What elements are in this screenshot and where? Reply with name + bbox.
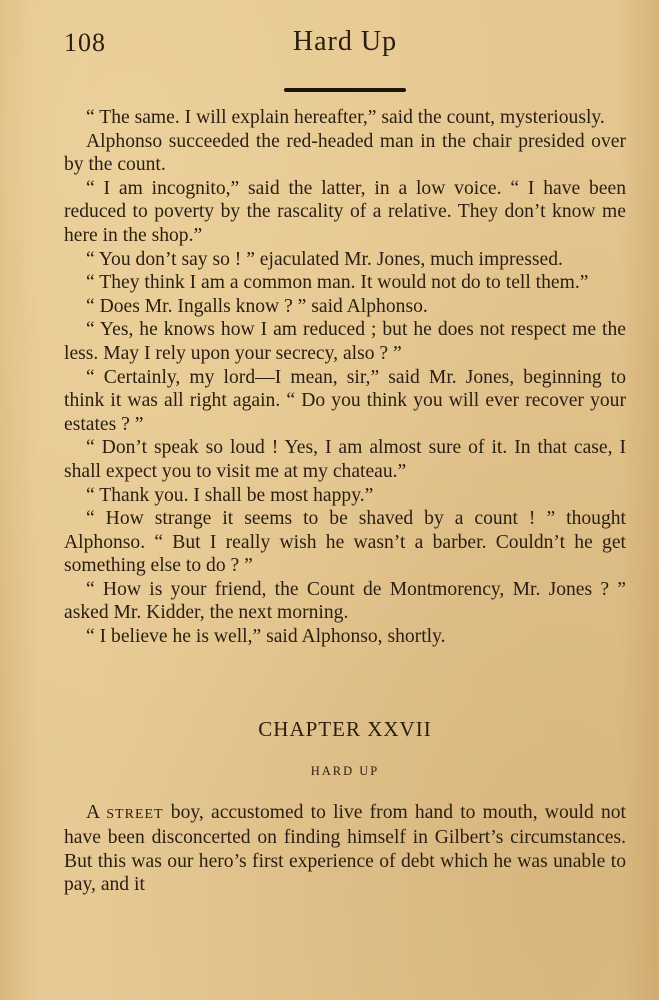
body-text bbox=[64, 106, 626, 649]
paragraph: “ Yes, he knows how I am reduced ; but he does not respect me the less. May I rely upon your secrecy, also ? ” bbox=[64, 319, 626, 364]
paragraph: “ The same. I will explain hereafter,” said the count, mysteriously. bbox=[86, 107, 605, 128]
opening-text: boy, accustomed to live from hand to mouth, would not have been disconcerted on finding himself in Gilbert’s circumstances. But this was our hero’s first experience of debt which he was unable to pay, and it bbox=[64, 801, 626, 896]
opening-initial: A bbox=[86, 801, 107, 823]
paragraph: “ Thank you. I shall be most happy.” bbox=[86, 484, 374, 506]
paragraph: “ Don’t speak so loud ! Yes, I am almost sure of it. In that case, I shall expect you to visit me at my chateau.” bbox=[64, 437, 626, 482]
paragraph: “ I am incognito,” said the latter, in a low voice. “ I have been reduced to poverty by the rascality of a relative. They don’t know me here in the shop.” bbox=[64, 177, 626, 246]
chapter-opening bbox=[64, 801, 626, 897]
opening-smallcaps-word: STREET bbox=[106, 806, 164, 822]
paragraph: “ How strange it seems to be shaved by a count ! ” thought Alphonso. “ But I really wish he wasn’t a barber. Couldn’t he get something else to do ? ” bbox=[64, 508, 626, 577]
paragraph: “ Certainly, my lord—I mean, sir,” said Mr. Jones, beginning to think it was all right again. “ Do you think you will ever recover your estates ? ” bbox=[64, 366, 626, 435]
paragraph: “ I believe he is well,” said Alphonso, shortly. bbox=[86, 626, 446, 648]
page-number: 108 bbox=[64, 28, 106, 57]
running-title: Hard Up bbox=[292, 26, 398, 57]
paragraph: “ They think I am a common man. It would not do to tell them.” bbox=[86, 272, 589, 294]
chapter-subtitle: HARD UP bbox=[310, 763, 380, 778]
paragraph: Alphonso succeeded the red-headed man in the chair presided over by the count. bbox=[64, 130, 626, 176]
paragraph: “ How is your friend, the Count de Montmorency, Mr. Jones ? ” asked Mr. Kidder, the next morning. bbox=[64, 578, 626, 624]
paragraph: “ Does Mr. Ingalls know ? ” said Alphonso. bbox=[86, 295, 428, 317]
book-page bbox=[64, 22, 626, 982]
opening-paragraph bbox=[64, 801, 626, 897]
header-rule bbox=[284, 88, 406, 92]
page-header bbox=[64, 22, 626, 62]
chapter-heading: CHAPTER XXVII bbox=[258, 716, 432, 741]
paragraph: “ You don’t say so ! ” ejaculated Mr. Jones, much impressed. bbox=[86, 248, 563, 270]
